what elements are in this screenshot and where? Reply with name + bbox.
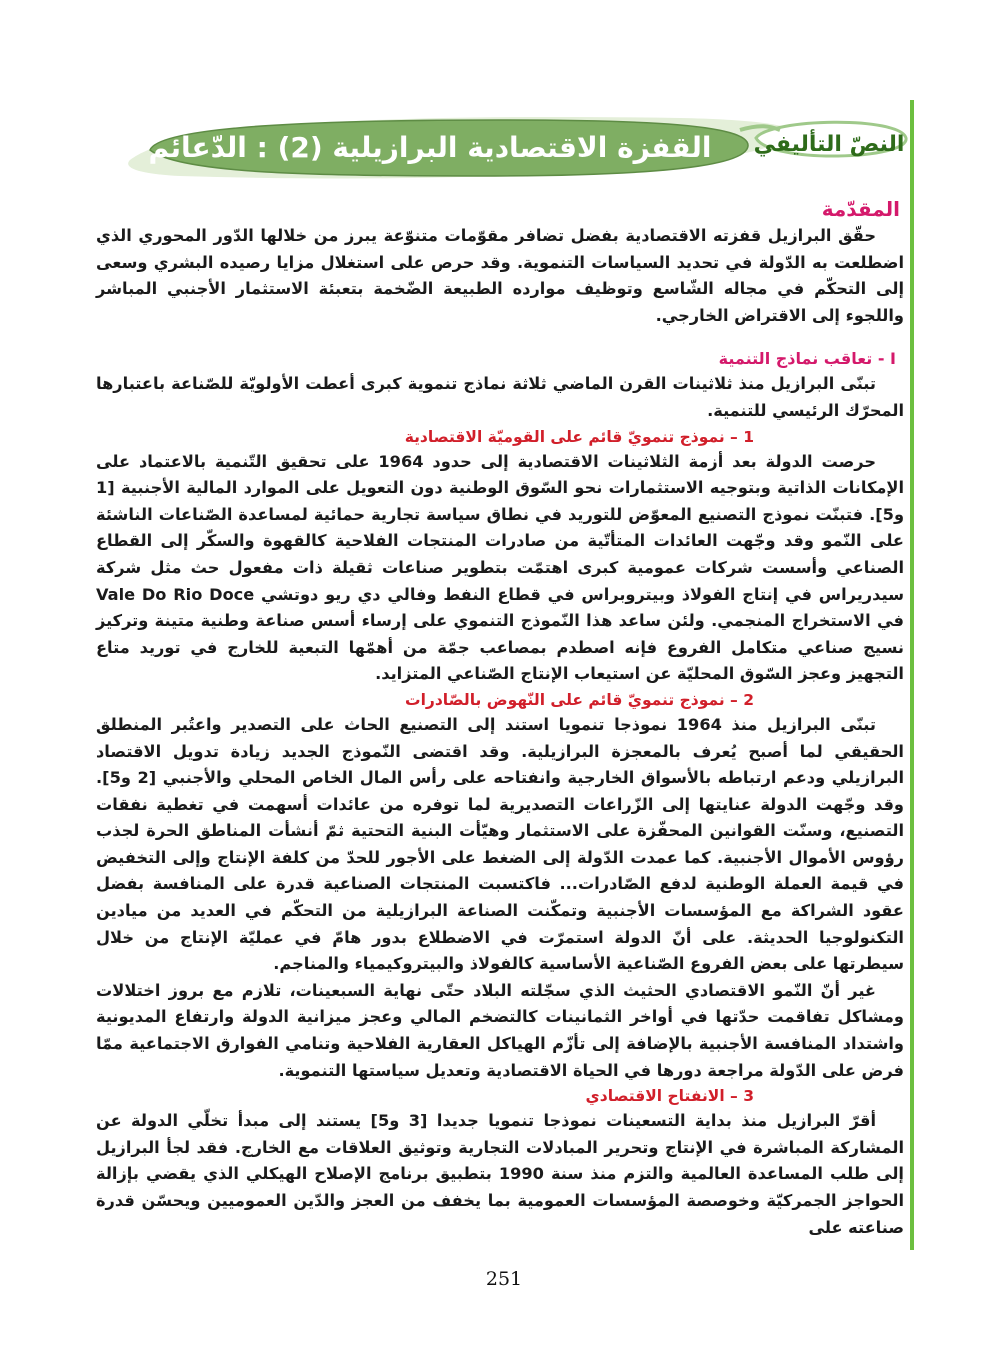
page-title: القفزة الاقتصادية البرازيلية (2) : الدّعائم [148, 130, 712, 164]
section-heading-1: I - تعاقب نماذج التنمية [718, 349, 896, 369]
subsection3-paragraph: أقرّ البرازيل منذ بداية التسعينات نموذجا تنمويا جديدا [3 و5] يستند إلى مبدأ تخلّي الدولة عن المشاركة المباشرة في الإنتاج وتحرير المبادلات التجارية وتوثيق العلاقات مع الخارج. فقد لجأ البرازيل إلى طلب المساعدة العالمية والتزم منذ سنة 1990 بتطبيق برنامج الإصلاح الهيكلي الذي يقضي بإزالة الحواجز الجمركيّة وخوصصة المؤسسات العمومية بما يخفف من العجز والدّين العموميين ويحسّن قدرة صناعته على [96, 1111, 904, 1237]
intro-paragraph: حقّق البرازيل قفزته الاقتصادية بفضل تضافر مقوّمات متنوّعة يبرز من خلالها الدّور المحوري الذي اضطلعت به الدّولة في تحديد السياسات التنموية. وقد حرص على استغلال مزايا رصيده البشري وسعى إلى التحكّم في مجاله الشّاسع وتوظيف موارده الطبيعة الضّخمة بتعبئة الاستثمار الأجنبي المباشر واللجوء إلى الاقتراض الخارجي. [96, 226, 904, 325]
body-content [96, 195, 904, 1241]
section1-paragraph: تبنّى البرازيل منذ ثلاثينات القرن الماضي ثلاثة نماذج تنموية كبرى أعطت الأولويّة للصّناعة باعتبارها المحرّك الرئيسي للتنمية. [96, 374, 904, 420]
margin-rule [910, 100, 914, 1250]
subsection2-paragraph-2: غير أنّ النّمو الاقتصادي الحثيث الذي سجّلته البلاد حتّى نهاية السبعينات، تلازم مع بروز اختلالات ومشاكل تفاقمت حدّتها في أواخر الثمانينات كالتضخم المالي وعجز ميزانية الدولة وارتفاع المديونية واشتداد المنافسة الأجنبية بالإضافة إلى تأزّم الهياكل العقارية الفلاحية وتنامي الفوارق الاجتماعية ممّا فرض على الدّولة مراجعة دورها في الحياة الاقتصادية وتعديل سياستها التنموية. [96, 980, 904, 1080]
subsection-heading-3: 3 – الانفتاح الاقتصادي [585, 1087, 754, 1106]
subsection2-paragraph-1: تبنّى البرازيل منذ 1964 نموذجا تنمويا استند إلى التصنيع الحاث على التصدير واعتُبر المنطلق الحقيقي لما أصبح يُعرف بالمعجزة البرازيلية. وقد اقتضى النّموذج الجديد زيادة تدويل الاقتصاد البرازيلي ودعم ارتباطه بالأسواق الخارجية وانفتاحه على رأس المال الخاص المحلي والأجنبي [2 و5]. وقد وجّهت الدولة عنايتها إلى الزّراعات التصديرية لما توفره من عائدات أسهمت في تغطية نفقات التصنيع، وسنّت القوانين المحفّزة على الاستثمار وهيّأت البنية التحتية ثمّ أنشأت المناطق الحرة لجذب رؤوس الأموال الأجنبية. كما عمدت الدّولة إلى الضغط على الأجور للحدّ من كلفة الإنتاج وإلى التخفيض في قيمة العملة الوطنية لدفع الصّادرات... فاكتسبت المنتجات الصناعية قدرة على المنافسة بفضل عقود الشراكة مع المؤسسات الأجنبية وتمكّنت الصناعة البرازيلية من التحكّم في العديد من ميادين التكنولوجيا الحديثة. على أنّ الدولة استمرّت في الاضطلاع بدور هامّ في عمليّة الإنتاج من خلال سيطرتها على بعض الفروع الصّناعية الأساسية كالفولاذ والبيتروكيمياء والمناجم. [96, 714, 905, 974]
subsection-heading-2: 2 – نموذج تنمويّ قائم على النّهوض بالصّادرات [405, 690, 754, 709]
page-number: 251 [485, 1268, 523, 1290]
subsection-heading-1: 1 – نموذج تنمويّ قائم على القوميّة الاقتصادية [404, 427, 754, 446]
subsection1-paragraph: حرصت الدولة بعد أزمة الثلاثينات الاقتصادية إلى حدود 1964 على تحقيق التّنمية بالاعتماد على الإمكانات الذاتية وبتوجيه الاستثمارات نحو السّوق الوطنية دون التعويل على الموارد المالية الأجنبية [1 و5]. فتبنّت نموذج التصنيع المعوّض للتوريد في نطاق سياسة تجارية حمائية لمساعدة الصّناعات الناشئة على النّمو وقد وجّهت العائدات المتأتّية من صادرات المنتجات الفلاحية كالقهوة والسكّر إلى القطاع الصناعي وأسست شركات عمومية كبرى اهتمّت بتطوير صناعات ثقيلة ذات مفعول حث مثل شركة سيدريراس في إنتاج الفولاذ وبيتروبراس في قطاع النفط وفالي دي ريو دوتشي Vale Do Rio Doce في الاستخراج المنجمي. ولئن ساعد هذا النّموذج التنموي على إرساء أسس صناعة وطنية متينة وتركيز نسيج صناعي متكامل الفروع فإنه اصطدم بمصاعب جمّة من أهمّها التبعية للخارج في توريد متاع التجهيز وعجز السّوق المحليّة عن استيعاب الإنتاج الصّناعي المتزايد. [96, 451, 905, 684]
banner-label: النصّ التأليفي [753, 131, 905, 157]
intro-heading: المقدّمة [821, 197, 900, 221]
